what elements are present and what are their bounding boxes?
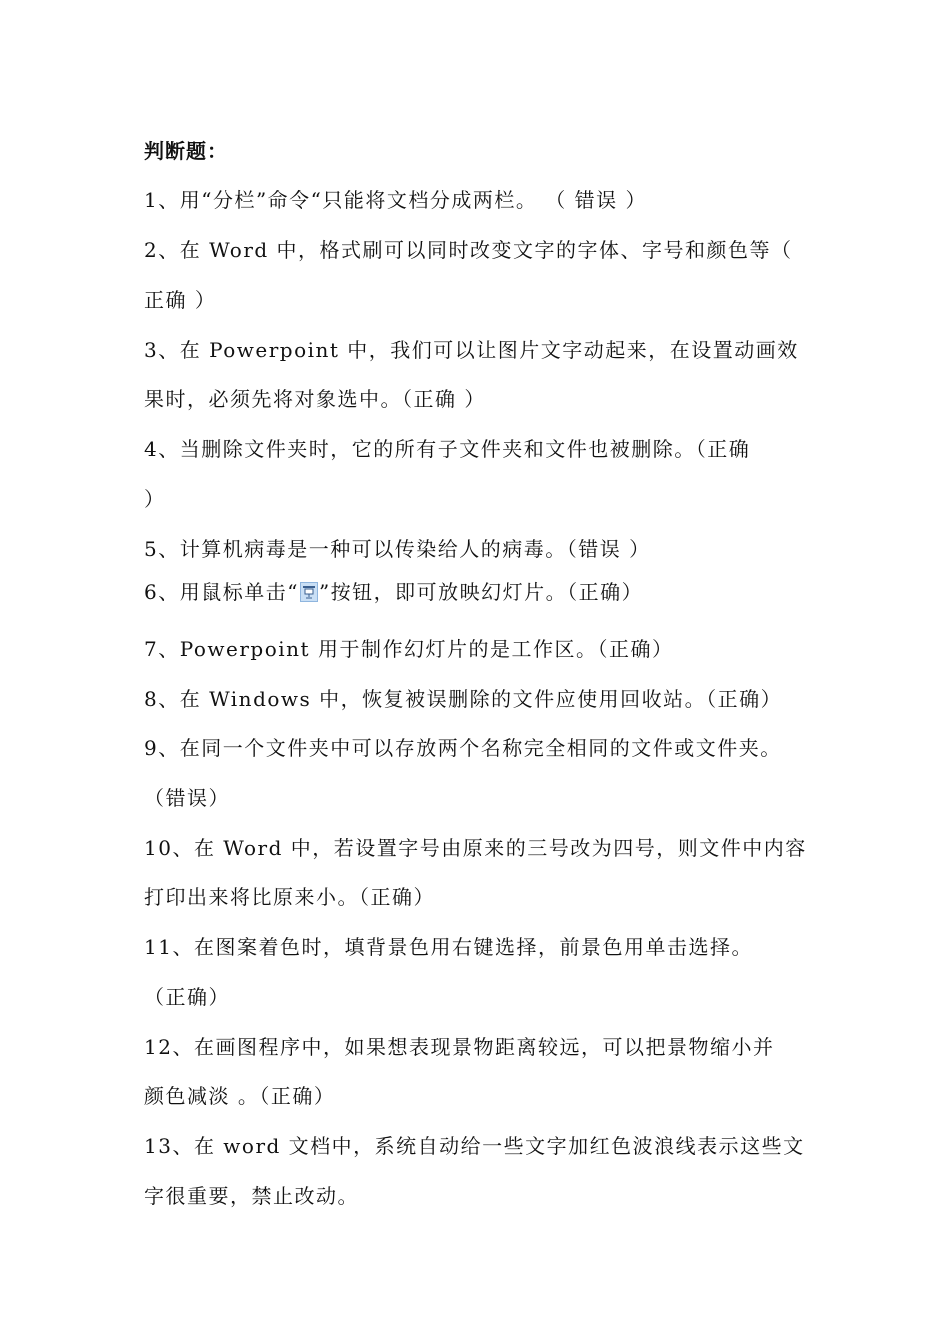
question-10-line-1: 10、在 Word 中，若设置字号由原来的三号改为四号，则文件中内容	[144, 836, 807, 860]
question-12-line-2: 颜色减淡 。（正确）	[144, 1084, 336, 1108]
slideshow-icon	[300, 582, 318, 602]
question-11-line-2: （正确）	[144, 985, 230, 1009]
question-7-line-1: 7、Powerpoint 用于制作幻灯片的是工作区。（正确）	[144, 637, 674, 661]
question-3-line-1: 3、在 Powerpoint 中，我们可以让图片文字动起来，在设置动画效	[144, 338, 799, 362]
question-1-line-1: 1、用“分栏”命令“只能将文档分成两栏。 （ 错误 ）	[144, 188, 647, 212]
question-4-line-1: 4、当删除文件夹时，它的所有子文件夹和文件也被删除。（正确	[144, 437, 751, 461]
question-2-line-1: 2、在 Word 中，格式刷可以同时改变文字的字体、字号和颜色等（	[144, 238, 793, 262]
question-12-line-1: 12、在画图程序中，如果想表现景物距离较远，可以把景物缩小并	[144, 1035, 775, 1059]
question-8-line-1: 8、在 Windows 中，恢复被误删除的文件应使用回收站。（正确）	[144, 687, 783, 711]
question-13-line-1: 13、在 word 文档中，系统自动给一些文字加红色波浪线表示这些文	[144, 1134, 805, 1158]
question-6-text-after: ”按钮，即可放映幻灯片。（正确）	[318, 580, 644, 604]
question-9-line-2: （错误）	[144, 786, 230, 810]
question-6-text-before: 6、用鼠标单击“	[144, 580, 299, 604]
question-3-line-2: 果时，必须先将对象选中。（正确 ）	[144, 387, 486, 411]
question-6-line-1	[144, 577, 643, 607]
question-13-line-2: 字很重要，禁止改动。	[144, 1184, 359, 1208]
question-2-line-2: 正确 ）	[144, 288, 217, 312]
question-4-line-2: ）	[144, 487, 166, 511]
section-heading: 判断题：	[144, 139, 228, 163]
question-5-line-1: 5、计算机病毒是一种可以传染给人的病毒。（错误 ）	[144, 537, 651, 561]
question-9-line-1: 9、在同一个文件夹中可以存放两个名称完全相同的文件或文件夹。	[144, 736, 782, 760]
question-11-line-1: 11、在图案着色时，填背景色用右键选择，前景色用单击选择。	[144, 935, 753, 959]
question-10-line-2: 打印出来将比原来小。（正确）	[144, 885, 435, 909]
